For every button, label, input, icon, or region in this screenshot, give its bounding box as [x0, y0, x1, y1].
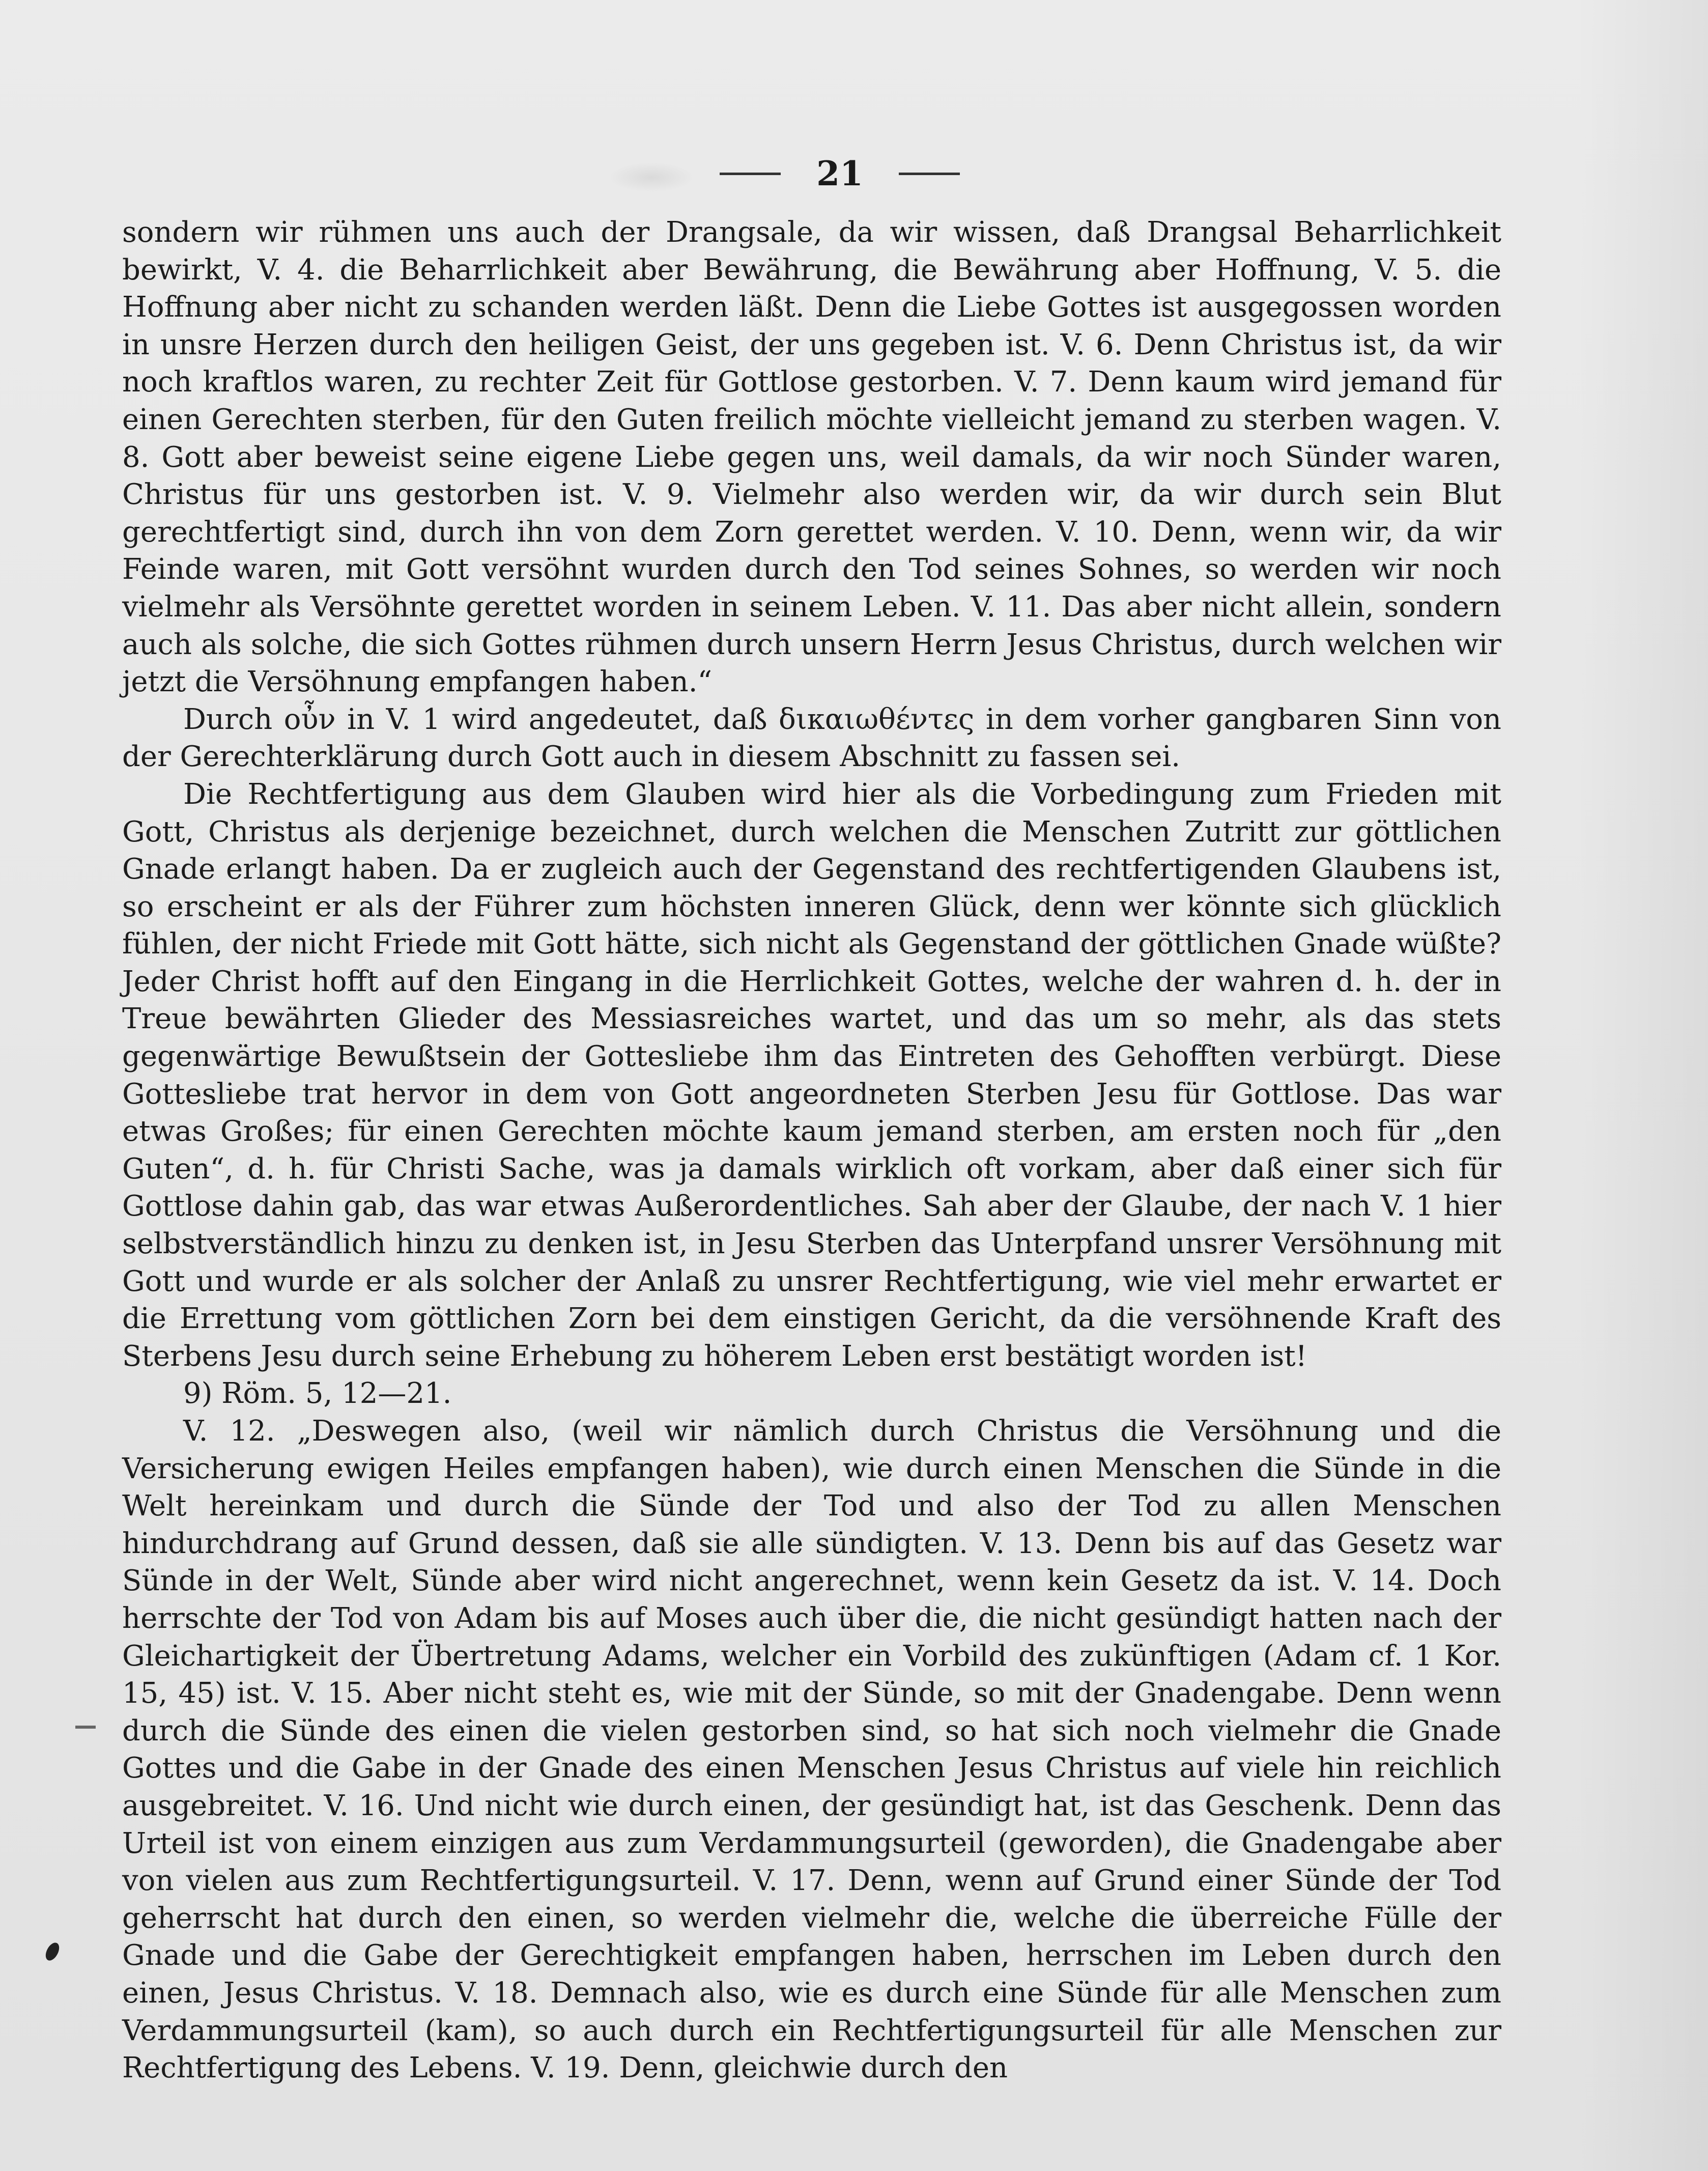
section-heading: 9) Röm. 5, 12—21.	[183, 1377, 452, 1411]
header-rule-left	[720, 173, 781, 175]
paragraph-commentary: Die Rechtfertigung aus dem Glauben wird hier als die Vorbedingung zum Frieden mit Gott, Christus als derjenige bezeichnet, durch welchen die Menschen Zutritt zur göttlichen Gnade erlangt haben. Da er zugleich auch der Gegenstand des rechtfertigenden Glaubens ist, so erscheint er als der Führer zum höchsten inneren Glück, denn wer könnte sich glücklich fühlen, der nicht Friede mit Gott hätte, sich nicht als Gegenstand der göttlichen Gnade wüßte? Jeder Christ hofft auf den Eingang in die Herrlichkeit Gottes, welche der wahren d. h. der in Treue bewährten Glieder des Messiasreiches wartet, und das um so mehr, als das stets gegenwärtige Bewußtsein der Gottesliebe ihm das Eintreten des Gehofften verbürgt. Diese Gottesliebe trat hervor in dem von Gott angeordneten Sterben Jesu für Gottlose. Das war etwas Großes; für einen Gerechten möchte kaum jemand sterben, am ersten noch für „den Guten“, d. h. für Christi Sache, was ja damals wirklich oft vorkam, aber daß einer sich für Gottlose dahin gab, das war etwas Außerordentliches. Sah aber der Glaube, der nach V. 1 hier selbstverständlich hinzu zu denken ist, in Jesu Sterben das Unterpfand unsrer Versöhnung mit Gott und wurde er als solcher der Anlaß zu unsrer Rechtfertigung, wie viel mehr erwartet er die Errettung vom göttlichen Zorn bei dem einstigen Gericht, da die versöhnende Kraft des Sterbens Jesu durch seine Erhebung zu höherem Leben erst bestätigt worden ist!	[122, 777, 1511, 1373]
margin-mark	[75, 1726, 96, 1729]
paragraph-romans-5-quote: sondern wir rühmen uns auch der Drangsale, da wir wissen, daß Drangsal Beharrlichkeit bewirkt, V. 4. die Beharrlichkeit aber Bewährung, die Bewährung aber Hoffnung, V. 5. die Hoffnung aber nicht zu schanden werden läßt. Denn die Liebe Gottes ist ausgegossen worden in unsre Herzen durch den heiligen Geist, der uns gegeben ist. V. 6. Denn Christus ist, da wir noch kraftlos waren, zu rechter Zeit für Gottlose gestorben. V. 7. Denn kaum wird jemand für einen Gerechten sterben, für den Guten freilich möchte vielleicht jemand zu sterben wagen. V. 8. Gott aber beweist seine eigene Liebe gegen uns, weil damals, da wir noch Sünder waren, Christus für uns gestorben ist. V. 9. Vielmehr also werden wir, da wir durch sein Blut gerechtfertigt sind, durch ihn von dem Zorn gerettet werden. V. 10. Denn, wenn wir, da wir Feinde waren, mit Gott versöhnt wurden durch den Tod seines Sohnes, so werden wir noch vielmehr als Versöhnte gerettet worden in seinem Leben. V. 11. Das aber nicht allein, sondern auch als solche, die sich Gottes rühmen durch unsern Herrn Jesus Christus, durch welchen wir jetzt die Versöhnung empfangen haben.“	[122, 216, 1511, 699]
page-number: 21	[816, 154, 863, 193]
ink-spot	[43, 1940, 62, 1963]
paragraph-greek-note: Durch οὖν in V. 1 wird angedeutet, daß δικαιωθέντες in dem vorher gangbaren Sinn von der Gerechterklärung durch Gott auch in diesem Abschnitt zu fassen sei.	[122, 702, 1511, 774]
paragraph-romans-5-12: V. 12. „Deswegen also, (weil wir nämlich durch Christus die Versöhnung und die Versicherung ewigen Heiles empfangen haben), wie durch einen Menschen die Sünde in die Welt hereinkam und durch die Sünde der Tod und also der Tod zu allen Menschen hindurchdrang auf Grund dessen, daß sie alle sündigten. V. 13. Denn bis auf das Gesetz war Sünde in der Welt, Sünde aber wird nicht angerechnet, wenn kein Gesetz da ist. V. 14. Doch herrschte der Tod von Adam bis auf Moses auch über die, die nicht gesündigt hatten nach der Gleichartigkeit der Übertretung Adams, welcher ein Vorbild des zukünftigen (Adam cf. 1 Kor. 15, 45) ist. V. 15. Aber nicht steht es, wie mit der Sünde, so mit der Gnadengabe. Denn wenn durch die Sünde des einen die vielen gestorben sind, so hat sich noch vielmehr die Gnade Gottes und die Gabe in der Gnade des einen Menschen Jesus Christus auf viele hin reichlich ausgebreitet. V. 16. Und nicht wie durch einen, der gesündigt hat, ist das Geschenk. Denn das Urteil ist von einem einzigen aus zum Verdammungsurteil (geworden), die Gnadengabe aber von vielen aus zum Rechtfertigungsurteil. V. 17. Denn, wenn auf Grund einer Sünde der Tod geherrscht hat durch den einen, so werden vielmehr die, welche die überreiche Fülle der Gnade und die Gabe der Gerechtigkeit empfangen haben, herrschen im Leben durch den einen, Jesus Christus. V. 18. Demnach also, wie es durch eine Sünde für alle Menschen zum Verdammungsurteil (kam), so auch durch ein Rechtfertigungsurteil für alle Menschen zur Rechtfertigung des Lebens. V. 19. Denn, gleichwie durch den	[122, 1415, 1511, 2085]
page-header	[682, 151, 998, 196]
header-rule-right	[899, 173, 960, 175]
page-shadow	[1576, 0, 1708, 2171]
page-body	[122, 214, 1511, 2087]
